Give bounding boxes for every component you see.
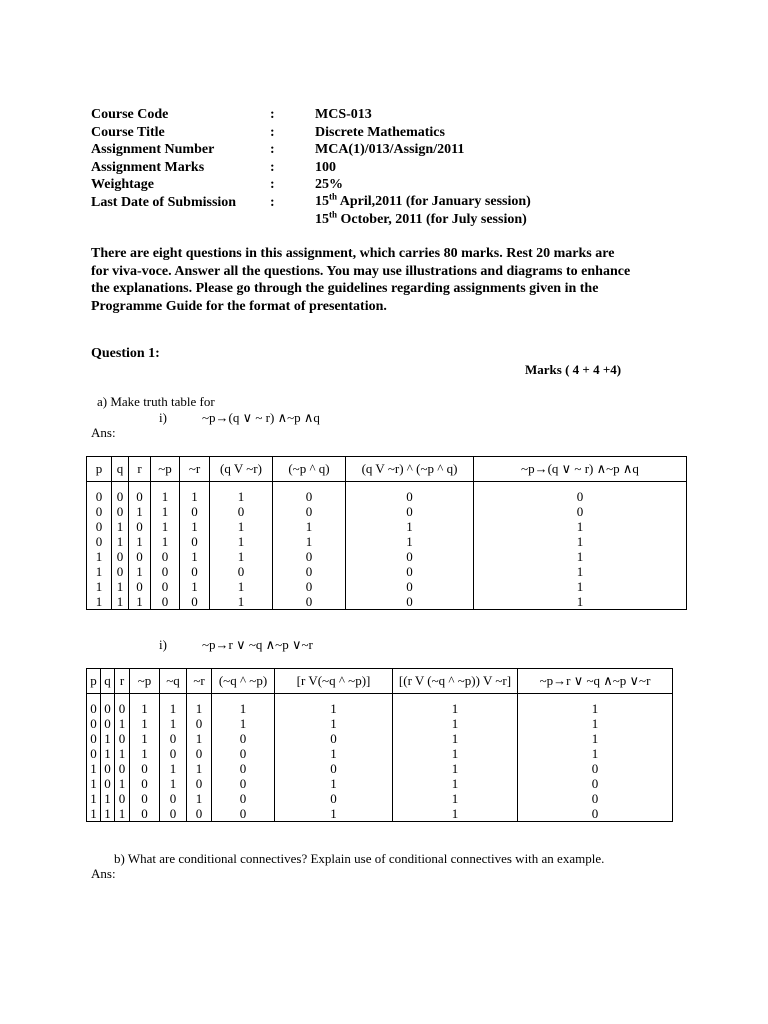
table-cell: 1 [275,701,393,716]
table-cell: 1 [87,549,112,564]
table-cell: 0 [87,519,112,534]
table-cell: 1 [129,534,151,549]
table-cell: 1 [115,776,130,791]
column-header: (~p ^ q) [273,457,346,482]
table-cell: 1 [180,519,210,534]
column-header: q [112,457,129,482]
table-cell: 0 [130,791,160,806]
table-row [87,519,687,534]
table-cell: 1 [151,534,180,549]
table-cell: 0 [115,791,130,806]
expr1-formula: ~p→(q ∨ ~ r) ∧~p ∧q [202,410,320,425]
table-cell: 1 [180,579,210,594]
table-row [87,549,687,564]
table-cell: 1 [210,534,273,549]
table-cell: 0 [273,579,346,594]
header-value: 25% [315,177,343,192]
table-cell: 0 [130,776,160,791]
table-cell: 0 [210,564,273,579]
table-cell: 1 [474,549,687,564]
table-cell: 0 [346,504,474,519]
table-cell: 0 [101,761,115,776]
truth-table-1 [86,456,687,610]
header-value: Discrete Mathematics [315,124,445,140]
table-cell: 0 [129,549,151,564]
table-cell: 0 [212,731,275,746]
table-cell: 0 [273,594,346,610]
table-cell: 0 [275,761,393,776]
column-header: [(r V (~q ^ ~p)) V ~r] [393,669,518,694]
table-cell: 0 [115,731,130,746]
table-cell: 1 [115,746,130,761]
table-cell: 0 [212,791,275,806]
table-cell: 0 [101,776,115,791]
table-row [87,564,687,579]
table-row [87,701,673,716]
table-cell: 0 [87,504,112,519]
table-cell: 1 [151,489,180,504]
table-cell: 0 [151,564,180,579]
table-cell: 1 [210,489,273,504]
table-cell: 1 [212,701,275,716]
table-cell: 1 [474,519,687,534]
table-cell: 0 [151,549,180,564]
table-cell: 0 [151,594,180,610]
table-cell: 0 [180,564,210,579]
header-label: Last Date of Submission [91,194,237,210]
column-header: ~r [187,669,212,694]
header-label: Assignment Number [91,142,215,157]
question-marks: Marks ( 4 + 4 +4) [525,362,622,377]
table-cell: 1 [210,519,273,534]
expr1-label: i) [159,410,167,425]
table-cell: 0 [273,564,346,579]
table-cell: 1 [112,579,129,594]
header-colon: : [270,194,275,210]
table-cell: 1 [115,716,130,731]
table-cell: 1 [187,701,212,716]
table-cell: 0 [87,534,112,549]
table-cell: 1 [210,579,273,594]
part-a-prompt: a) Make truth table for [97,394,215,409]
table-cell: 0 [160,746,187,761]
table-cell: 0 [474,489,687,504]
header-colon: : [270,159,275,175]
table-row [87,761,673,776]
table-cell: 1 [273,534,346,549]
table-cell: 0 [346,564,474,579]
intro-line: There are eight questions in this assignment, which carries 80 marks. Rest 20 marks are [91,246,615,261]
header-colon: : [270,124,275,140]
table-cell: 1 [115,806,130,822]
answer-label: Ans: [91,425,116,440]
table-cell: 1 [474,594,687,610]
table-cell: 1 [210,594,273,610]
question-title: Question 1: [91,346,160,361]
table-cell: 1 [160,761,187,776]
column-header: p [87,669,101,694]
table-cell: 1 [273,519,346,534]
table-cell: 0 [87,716,101,731]
table-cell: 1 [101,731,115,746]
table-cell: 0 [130,806,160,822]
table-cell: 1 [474,534,687,549]
table-cell: 0 [112,504,129,519]
intro-paragraph [91,245,630,315]
table-cell: 1 [87,761,101,776]
table-cell: 1 [187,731,212,746]
table-cell: 1 [393,791,518,806]
table-cell: 0 [187,806,212,822]
intro-line: for viva-voce. Answer all the questions. You may use illustrations and diagrams to enhance [91,263,631,279]
table-cell: 0 [212,761,275,776]
table-cell: 1 [130,701,160,716]
table-cell: 1 [180,489,210,504]
table-cell: 1 [346,519,474,534]
table-cell: 1 [393,746,518,761]
table-cell: 0 [273,489,346,504]
table-cell: 0 [129,489,151,504]
table-cell: 0 [210,504,273,519]
table-cell: 1 [187,761,212,776]
table-cell: 0 [518,776,673,791]
table-cell: 1 [112,519,129,534]
table-cell: 1 [130,746,160,761]
table-cell: 1 [87,594,112,610]
table-cell: 1 [210,549,273,564]
column-header: ~p→r ∨ ~q ∧~p ∨~r [518,669,673,694]
table-cell: 0 [187,716,212,731]
column-header: ~p [151,457,180,482]
table-cell: 1 [87,564,112,579]
table-cell: 1 [518,701,673,716]
table-cell: 0 [87,489,112,504]
table-cell: 1 [393,776,518,791]
table-cell: 1 [87,791,101,806]
table-cell: 0 [160,791,187,806]
table-cell: 0 [187,746,212,761]
table-cell: 1 [112,534,129,549]
table-cell: 1 [518,716,673,731]
table-cell: 1 [160,701,187,716]
table-cell: 0 [115,761,130,776]
expr2-formula: ~p→r ∨ ~q ∧~p ∨~r [202,637,313,652]
table-cell: 0 [129,519,151,534]
table-cell: 0 [87,701,101,716]
table-spacer [87,694,673,702]
table-cell: 0 [187,776,212,791]
table-cell: 1 [474,564,687,579]
table-cell: 1 [518,731,673,746]
table-cell: 0 [129,579,151,594]
table-row [87,806,673,822]
table-cell: 1 [275,746,393,761]
table-cell: 0 [160,731,187,746]
table-cell: 0 [518,761,673,776]
table-cell: 1 [87,806,101,822]
table-cell: 1 [112,594,129,610]
table-cell: 0 [101,716,115,731]
table-cell: 1 [518,746,673,761]
table-cell: 0 [112,489,129,504]
table-cell: 0 [112,549,129,564]
column-header: r [129,457,151,482]
table-cell: 1 [130,716,160,731]
table-cell: 1 [101,746,115,761]
table-cell: 1 [346,534,474,549]
header-label: Course Title [91,124,165,140]
column-header: (q V ~r) ^ (~p ^ q) [346,457,474,482]
table-cell: 0 [130,761,160,776]
table-cell: 1 [275,806,393,822]
submission-date-january: 15th April,2011 (for January session) [315,191,531,209]
table-cell: 0 [275,731,393,746]
column-header: r [115,669,130,694]
table-cell: 1 [160,716,187,731]
table-cell: 1 [130,731,160,746]
table-cell: 1 [151,519,180,534]
table-cell: 0 [212,806,275,822]
table-cell: 1 [393,761,518,776]
truth-table-2 [86,668,673,822]
table-cell: 0 [180,504,210,519]
table-cell: 1 [474,579,687,594]
column-header: ~p [130,669,160,694]
table-cell: 0 [518,806,673,822]
table-cell: 0 [151,579,180,594]
table-cell: 0 [273,504,346,519]
column-header: (~q ^ ~p) [212,669,275,694]
header-value: 100 [315,159,336,175]
table-row [87,791,673,806]
table-cell: 1 [101,791,115,806]
column-header: [r V(~q ^ ~p)] [275,669,393,694]
header-label: Weightage [91,177,154,192]
table-cell: 1 [393,806,518,822]
header-colon: : [270,107,275,122]
header-value: MCS-013 [315,107,372,122]
intro-line: the explanations. Please go through the guidelines regarding assignments given in the [91,281,599,296]
table-cell: 1 [187,791,212,806]
table-cell: 1 [212,716,275,731]
table-cell: 1 [180,549,210,564]
intro-line: Programme Guide for the format of presentation. [91,298,387,314]
table-cell: 0 [275,791,393,806]
table-cell: 1 [393,731,518,746]
answer-label-b: Ans: [91,866,116,881]
table-row [87,504,687,519]
table-cell: 1 [393,701,518,716]
column-header: p [87,457,112,482]
table-cell: 0 [87,731,101,746]
table-row [87,731,673,746]
table-row [87,746,673,761]
table-cell: 0 [87,746,101,761]
table-cell: 0 [112,564,129,579]
table-cell: 0 [273,549,346,564]
header-colon: : [270,177,275,192]
table-cell: 0 [346,489,474,504]
table-row [87,594,687,610]
table-cell: 1 [129,594,151,610]
table-cell: 1 [87,579,112,594]
table-cell: 1 [101,806,115,822]
table-cell: 0 [180,534,210,549]
table-cell: 0 [115,701,130,716]
header-colon: : [270,142,275,157]
table-cell: 1 [151,504,180,519]
table-cell: 0 [346,579,474,594]
table-row [87,716,673,731]
header-value: MCA(1)/013/Assign/2011 [315,142,465,157]
table-cell: 0 [474,504,687,519]
table-cell: 0 [180,594,210,610]
header-label: Assignment Marks [91,159,205,175]
column-header: ~q [160,669,187,694]
table-cell: 1 [275,716,393,731]
table-cell: 1 [160,776,187,791]
part-b-prompt: b) What are conditional connectives? Explain use of conditional connectives with an example. [114,851,605,866]
table-cell: 0 [346,594,474,610]
table-spacer [87,482,687,490]
table-cell: 1 [393,716,518,731]
submission-date-july: 15th October, 2011 (for July session) [315,208,527,227]
table-cell: 1 [87,776,101,791]
table-cell: 1 [129,504,151,519]
table-cell: 0 [518,791,673,806]
table-row [87,489,687,504]
table-cell: 1 [275,776,393,791]
column-header: q [101,669,115,694]
header-label: Course Code [91,107,169,122]
table-cell: 0 [101,701,115,716]
table-cell: 0 [346,549,474,564]
column-header: ~r [180,457,210,482]
table-cell: 0 [160,806,187,822]
column-header: (q V ~r) [210,457,273,482]
table-cell: 0 [212,746,275,761]
column-header: ~p→(q ∨ ~ r) ∧~p ∧q [474,457,687,482]
table-cell: 0 [212,776,275,791]
table-row [87,534,687,549]
expr2-label: i) [159,637,167,652]
table-row [87,579,687,594]
table-cell: 1 [129,564,151,579]
table-row [87,776,673,791]
